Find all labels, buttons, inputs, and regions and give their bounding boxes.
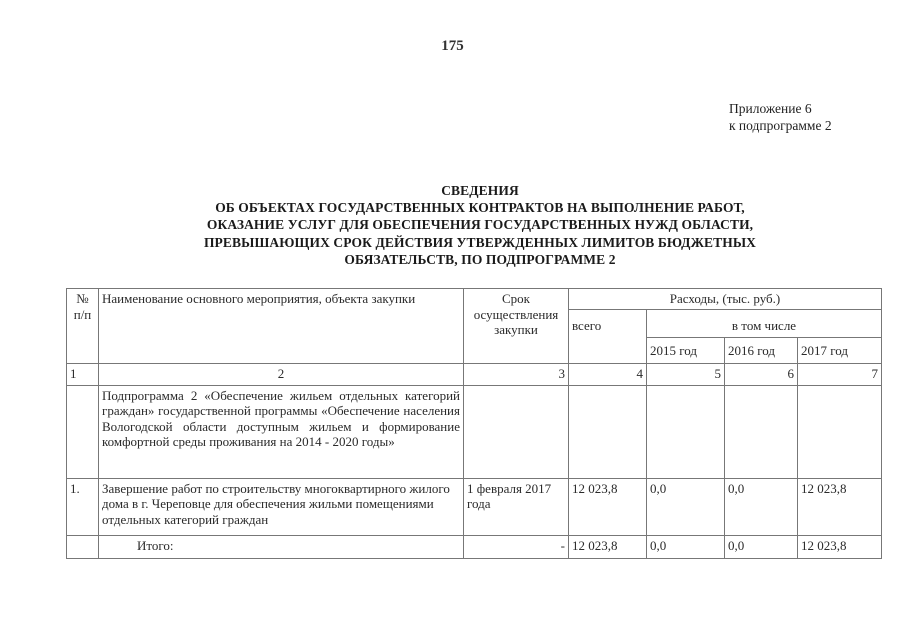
column-numbers-row — [67, 363, 882, 385]
header-2016: 2016 год — [725, 337, 798, 363]
row-2016: 0,0 — [725, 478, 798, 535]
appendix-note — [729, 100, 832, 134]
document-title — [120, 182, 840, 268]
page-number: 175 — [441, 38, 464, 54]
row-name: Завершение работ по строительству многоквартирного жилого дома в г. Череповце для обеспечения жильми помещениями отдельных категорий граждан — [99, 478, 464, 535]
subprogram-total — [569, 385, 647, 478]
total-label: Итого: — [99, 535, 464, 558]
col-number-5: 5 — [647, 363, 725, 385]
appendix-line-2: к подпрограмме 2 — [729, 118, 832, 133]
row-2015: 0,0 — [647, 478, 725, 535]
row-term: 1 февраля 2017 года — [464, 478, 569, 535]
title-line-1: СВЕДЕНИЯ — [441, 183, 519, 198]
col-number-7: 7 — [798, 363, 882, 385]
col-number-3: 3 — [464, 363, 569, 385]
header-including: в том числе — [647, 309, 882, 337]
header-2017: 2017 год — [798, 337, 882, 363]
col-number-2: 2 — [99, 363, 464, 385]
contracts-table — [66, 288, 882, 559]
col-number-6: 6 — [725, 363, 798, 385]
subprogram-name: Подпрограмма 2 «Обеспечение жильем отдельных категорий граждан» государственной программы «Обеспечение населения Вологодской области доступным жильем и формирование комфортной среды проживания на 2014 - 2020 годы» — [99, 385, 464, 478]
header-row-1 — [67, 289, 882, 310]
table-row — [67, 478, 882, 535]
subprogram-num — [67, 385, 99, 478]
header-num: № п/п — [67, 289, 99, 364]
title-line-4: ПРЕВЫШАЮЩИХ СРОК ДЕЙСТВИЯ УТВЕРЖДЕННЫХ ЛИМИТОВ БЮДЖЕТНЫХ — [203, 234, 757, 250]
title-line-3: ОКАЗАНИЕ УСЛУГ ДЛЯ ОБЕСПЕЧЕНИЯ ГОСУДАРСТВЕННЫХ НУЖД ОБЛАСТИ, — [206, 217, 754, 233]
col-number-1: 1 — [67, 363, 99, 385]
title-line-2: ОБ ОБЪЕКТАХ ГОСУДАРСТВЕННЫХ КОНТРАКТОВ НА ВЫПОЛНЕНИЕ РАБОТ, — [215, 200, 745, 216]
total-2016: 0,0 — [725, 535, 798, 558]
total-row — [67, 535, 882, 558]
col-number-4: 4 — [569, 363, 647, 385]
header-name: Наименование основного мероприятия, объекта закупки — [99, 289, 464, 364]
subprogram-term — [464, 385, 569, 478]
appendix-line-1: Приложение 6 — [729, 101, 812, 116]
subprogram-2016 — [725, 385, 798, 478]
row-2017: 12 023,8 — [798, 478, 882, 535]
total-2015: 0,0 — [647, 535, 725, 558]
total-total: 12 023,8 — [569, 535, 647, 558]
subprogram-row — [67, 385, 882, 478]
header-2015: 2015 год — [647, 337, 725, 363]
header-total: всего — [569, 309, 647, 363]
total-2017: 12 023,8 — [798, 535, 882, 558]
header-expenses: Расходы, (тыс. руб.) — [569, 289, 882, 310]
row-total: 12 023,8 — [569, 478, 647, 535]
subprogram-2017 — [798, 385, 882, 478]
total-num — [67, 535, 99, 558]
header-term: Срок осуществления закупки — [464, 289, 569, 364]
subprogram-2015 — [647, 385, 725, 478]
title-line-5: ОБЯЗАТЕЛЬСТВ, ПО ПОДПРОГРАММЕ 2 — [344, 251, 616, 267]
total-term: - — [464, 535, 569, 558]
row-num: 1. — [67, 478, 99, 535]
